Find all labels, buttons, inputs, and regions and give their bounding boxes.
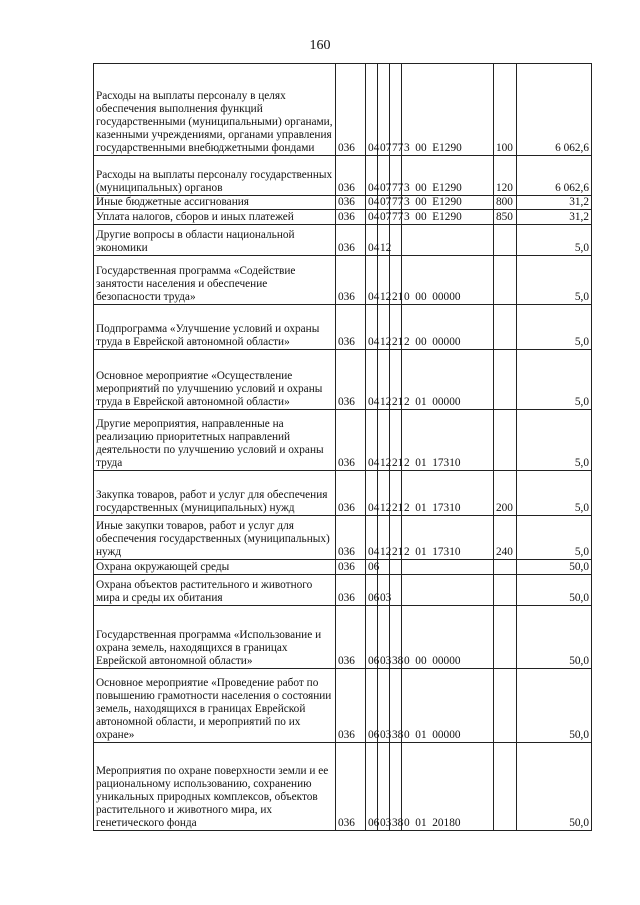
row-expense-type <box>494 350 517 410</box>
row-name: Мероприятия по охране поверхности земли и ее рациональному использованию, сохранению уникальных природных комплексов, объектов растительного и животного мира, их генетического фонда <box>94 743 336 831</box>
row-amount: 50,0 <box>517 606 592 669</box>
row-code: 036 <box>336 64 366 156</box>
row-amount: 5,0 <box>517 410 592 471</box>
row-target-code: 3 00 E1290 <box>402 196 494 210</box>
row-section: 04 <box>366 64 378 156</box>
table-row <box>94 471 592 516</box>
row-subsection: 12 <box>378 256 390 305</box>
row-amount: 31,2 <box>517 210 592 225</box>
row-program: 38 <box>390 606 402 669</box>
row-amount: 5,0 <box>517 516 592 560</box>
row-code: 036 <box>336 606 366 669</box>
row-code: 036 <box>336 669 366 743</box>
row-expense-type <box>494 560 517 575</box>
row-name: Основное мероприятие «Осуществление мероприятий по улучшению условий и охраны труда в Еврейской автономной области» <box>94 350 336 410</box>
row-name: Другие мероприятия, направленные на реализацию приоритетных направлений деятельности по улучшению условий и охраны труда <box>94 410 336 471</box>
row-program: 21 <box>390 350 402 410</box>
row-target-code: 2 00 00000 <box>402 305 494 350</box>
row-name: Подпрограмма «Улучшение условий и охраны труда в Еврейской автономной области» <box>94 305 336 350</box>
row-subsection <box>378 560 390 575</box>
row-subsection: 03 <box>378 606 390 669</box>
row-expense-type: 800 <box>494 196 517 210</box>
row-target-code: 0 00 00000 <box>402 606 494 669</box>
row-name: Расходы на выплаты персоналу в целях обеспечения выполнения функций государственными (муниципальными) органами, казенными учреждениями, органами управления государственными внебюджетными фондами <box>94 64 336 156</box>
table-row <box>94 196 592 210</box>
row-target-code: 2 01 17310 <box>402 410 494 471</box>
table-row <box>94 575 592 606</box>
row-target-code: 0 01 20180 <box>402 743 494 831</box>
row-subsection: 12 <box>378 225 390 256</box>
table-row <box>94 225 592 256</box>
row-amount: 50,0 <box>517 669 592 743</box>
row-code: 036 <box>336 575 366 606</box>
row-expense-type <box>494 225 517 256</box>
row-program: 21 <box>390 256 402 305</box>
row-name: Иные закупки товаров, работ и услуг для обеспечения государственных (муниципальных) нужд <box>94 516 336 560</box>
row-expense-type: 240 <box>494 516 517 560</box>
row-section: 04 <box>366 225 378 256</box>
row-program: 21 <box>390 516 402 560</box>
table-row <box>94 305 592 350</box>
row-code: 036 <box>336 350 366 410</box>
row-target-code: 3 00 E1290 <box>402 156 494 196</box>
row-code: 036 <box>336 196 366 210</box>
table-row <box>94 606 592 669</box>
row-name: Охрана окружающей среды <box>94 560 336 575</box>
row-expense-type <box>494 305 517 350</box>
row-code: 036 <box>336 256 366 305</box>
row-target-code <box>402 225 494 256</box>
row-name: Другие вопросы в области национальной экономики <box>94 225 336 256</box>
row-section: 04 <box>366 210 378 225</box>
row-name: Уплата налогов, сборов и иных платежей <box>94 210 336 225</box>
row-subsection: 12 <box>378 410 390 471</box>
row-subsection: 07 <box>378 64 390 156</box>
row-amount: 5,0 <box>517 225 592 256</box>
row-section: 04 <box>366 196 378 210</box>
row-code: 036 <box>336 516 366 560</box>
row-amount: 5,0 <box>517 256 592 305</box>
row-subsection: 12 <box>378 516 390 560</box>
row-name: Государственная программа «Содействие занятости населения и обеспечение безопасности труда» <box>94 256 336 305</box>
row-name: Иные бюджетные ассигнования <box>94 196 336 210</box>
table-row <box>94 64 592 156</box>
row-target-code: 3 00 E1290 <box>402 210 494 225</box>
row-target-code: 3 00 E1290 <box>402 64 494 156</box>
table-row <box>94 669 592 743</box>
table-row <box>94 743 592 831</box>
table-row <box>94 560 592 575</box>
row-amount: 31,2 <box>517 196 592 210</box>
row-name: Закупка товаров, работ и услуг для обеспечения государственных (муниципальных) нужд <box>94 471 336 516</box>
row-program: 38 <box>390 743 402 831</box>
row-program: 77 <box>390 64 402 156</box>
row-code: 036 <box>336 471 366 516</box>
row-subsection: 07 <box>378 196 390 210</box>
row-target-code: 0 00 00000 <box>402 256 494 305</box>
table-row <box>94 410 592 471</box>
row-amount: 6 062,6 <box>517 64 592 156</box>
row-program: 38 <box>390 669 402 743</box>
row-expense-type: 120 <box>494 156 517 196</box>
row-target-code <box>402 575 494 606</box>
row-program <box>390 225 402 256</box>
row-expense-type <box>494 669 517 743</box>
table-row <box>94 210 592 225</box>
table-body <box>94 64 592 831</box>
page-number: 160 <box>309 38 331 53</box>
row-name: Государственная программа «Использование и охрана земель, находящихся в границах Еврейской автономной области» <box>94 606 336 669</box>
row-amount: 6 062,6 <box>517 156 592 196</box>
row-amount: 5,0 <box>517 471 592 516</box>
row-section: 06 <box>366 743 378 831</box>
row-amount: 50,0 <box>517 743 592 831</box>
row-section: 04 <box>366 305 378 350</box>
row-section: 06 <box>366 669 378 743</box>
budget-table <box>93 63 592 831</box>
row-program: 21 <box>390 305 402 350</box>
row-target-code: 0 01 00000 <box>402 669 494 743</box>
row-subsection: 12 <box>378 350 390 410</box>
row-subsection: 12 <box>378 471 390 516</box>
row-program: 21 <box>390 410 402 471</box>
row-subsection: 03 <box>378 669 390 743</box>
row-code: 036 <box>336 410 366 471</box>
table-row <box>94 350 592 410</box>
row-section: 04 <box>366 410 378 471</box>
row-section: 04 <box>366 256 378 305</box>
row-amount: 50,0 <box>517 575 592 606</box>
row-code: 036 <box>336 305 366 350</box>
row-section: 06 <box>366 606 378 669</box>
row-program: 77 <box>390 210 402 225</box>
row-code: 036 <box>336 560 366 575</box>
row-subsection: 07 <box>378 210 390 225</box>
table-row <box>94 156 592 196</box>
row-program: 77 <box>390 156 402 196</box>
row-section: 04 <box>366 156 378 196</box>
row-subsection: 03 <box>378 575 390 606</box>
table-row <box>94 256 592 305</box>
row-expense-type: 100 <box>494 64 517 156</box>
row-expense-type <box>494 256 517 305</box>
row-code: 036 <box>336 210 366 225</box>
row-code: 036 <box>336 156 366 196</box>
row-target-code: 2 01 17310 <box>402 471 494 516</box>
row-expense-type <box>494 743 517 831</box>
row-section: 04 <box>366 471 378 516</box>
row-program: 21 <box>390 471 402 516</box>
row-code: 036 <box>336 225 366 256</box>
row-name: Основное мероприятие «Проведение работ по повышению грамотности населения о состоянии земель, находящихся в границах Еврейской автономной области, и мероприятий по их охране» <box>94 669 336 743</box>
row-program: 77 <box>390 196 402 210</box>
row-expense-type: 200 <box>494 471 517 516</box>
row-amount: 5,0 <box>517 305 592 350</box>
row-target-code: 2 01 00000 <box>402 350 494 410</box>
row-name: Охрана объектов растительного и животного мира и среды их обитания <box>94 575 336 606</box>
row-code: 036 <box>336 743 366 831</box>
row-expense-type <box>494 410 517 471</box>
row-target-code <box>402 560 494 575</box>
row-section: 06 <box>366 560 378 575</box>
table-row <box>94 516 592 560</box>
row-section: 06 <box>366 575 378 606</box>
row-program <box>390 560 402 575</box>
row-subsection: 07 <box>378 156 390 196</box>
row-subsection: 12 <box>378 305 390 350</box>
row-amount: 50,0 <box>517 560 592 575</box>
row-name: Расходы на выплаты персоналу государственных (муниципальных) органов <box>94 156 336 196</box>
row-section: 04 <box>366 516 378 560</box>
row-expense-type <box>494 575 517 606</box>
row-program <box>390 575 402 606</box>
row-expense-type: 850 <box>494 210 517 225</box>
row-subsection: 03 <box>378 743 390 831</box>
row-target-code: 2 01 17310 <box>402 516 494 560</box>
row-expense-type <box>494 606 517 669</box>
row-section: 04 <box>366 350 378 410</box>
row-amount: 5,0 <box>517 350 592 410</box>
